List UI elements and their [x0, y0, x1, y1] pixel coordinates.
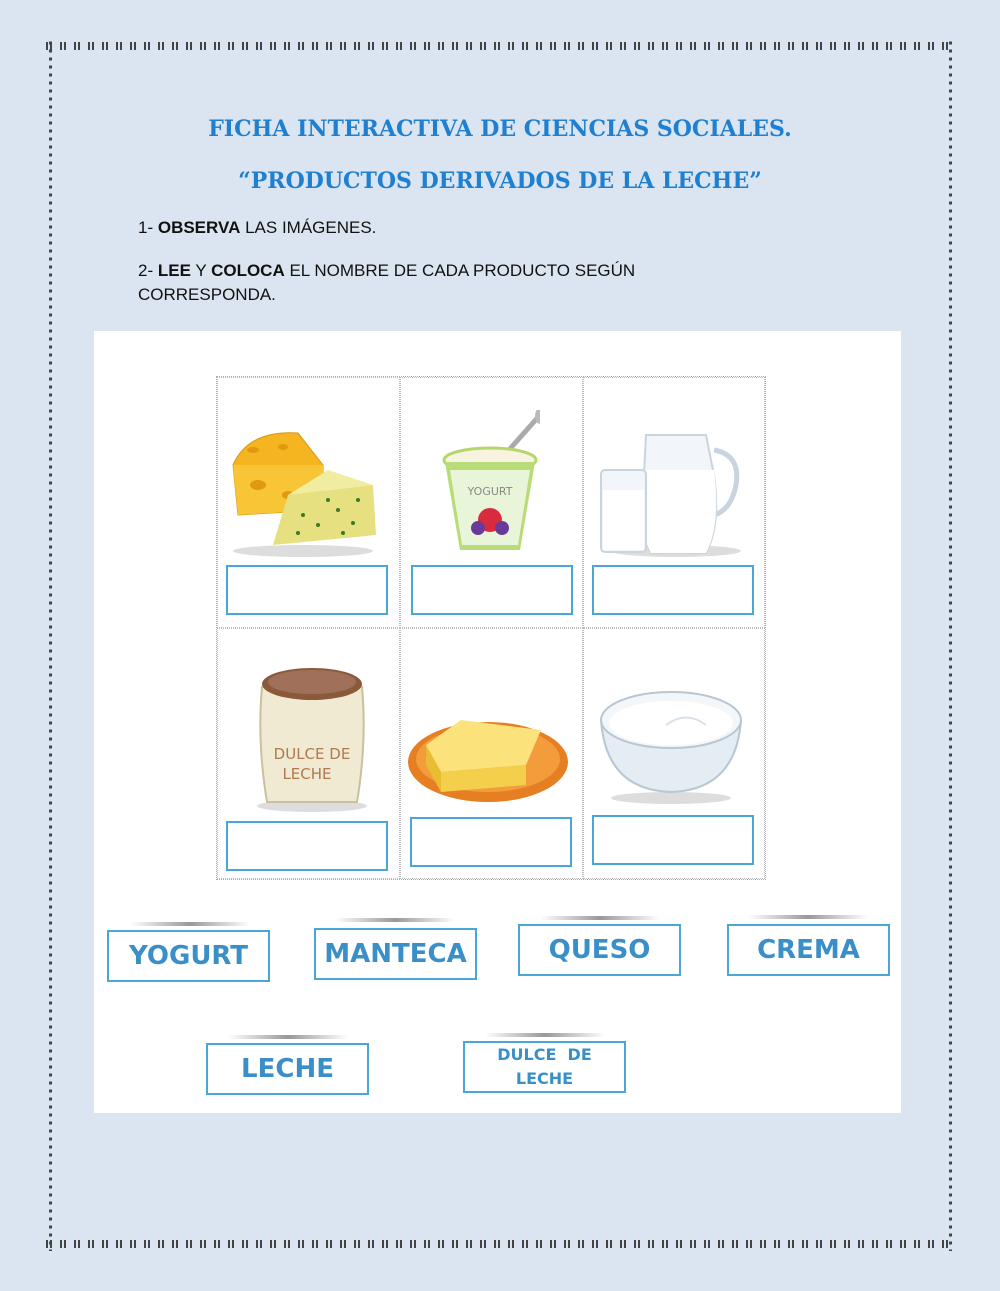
- dulce-image-label-1: DULCE DE: [273, 745, 351, 763]
- drop-zone-milk[interactable]: [592, 565, 754, 615]
- instruction-2: [138, 259, 778, 307]
- drop-zone-dulce[interactable]: [226, 821, 388, 871]
- instruction-2-line2: CORRESPONDA.: [138, 285, 276, 304]
- tag-dulce-line2: LECHE: [515, 1069, 574, 1088]
- drop-zone-cheese[interactable]: [226, 565, 388, 615]
- tag-shadow: [748, 915, 868, 919]
- butter-image: [406, 710, 571, 806]
- instruction-1-prefix: 1-: [138, 218, 158, 237]
- instruction-2-rest: EL NOMBRE DE CADA PRODUCTO SEGÚN: [284, 261, 636, 280]
- dulce-image-label-2: LECHE: [282, 765, 332, 783]
- tag-manteca[interactable]: MANTECA: [314, 928, 477, 980]
- yogurt-image: [440, 410, 540, 558]
- page-subtitle: “PRODUCTOS DERIVADOS DE LA LECHE”: [238, 168, 762, 194]
- top-border: [46, 42, 954, 50]
- milk-image: [596, 425, 746, 557]
- drop-zone-butter[interactable]: [410, 817, 572, 867]
- tag-shadow: [540, 916, 660, 920]
- tag-leche[interactable]: LECHE: [206, 1043, 369, 1095]
- bottom-border: [46, 1240, 954, 1248]
- cheese-image: [228, 425, 378, 557]
- page-title: FICHA INTERACTIVA DE CIENCIAS SOCIALES.: [208, 116, 792, 142]
- instruction-2-mid: Y: [190, 261, 212, 280]
- tag-queso[interactable]: QUESO: [518, 924, 681, 976]
- instruction-2-prefix: 2-: [138, 261, 158, 280]
- tag-yogurt[interactable]: YOGURT: [107, 930, 270, 982]
- tag-shadow: [130, 922, 250, 926]
- instruction-2-bold-lee: LEE: [157, 261, 191, 280]
- drop-zone-cream[interactable]: [592, 815, 754, 865]
- tag-shadow: [228, 1035, 348, 1039]
- dulce-de-leche-image: [252, 662, 372, 812]
- instruction-1-rest: LAS IMÁGENES.: [240, 218, 377, 237]
- cream-image: [596, 680, 746, 805]
- tag-crema[interactable]: CREMA: [727, 924, 890, 976]
- tag-shadow: [335, 918, 455, 922]
- drop-zone-yogurt[interactable]: [411, 565, 573, 615]
- right-border: [944, 40, 956, 1251]
- tag-dulce-de-leche[interactable]: [463, 1041, 626, 1093]
- left-border: [44, 40, 56, 1251]
- tag-dulce-line1: DULCE DE: [497, 1045, 592, 1064]
- instruction-2-bold-coloca: COLOCA: [211, 261, 285, 280]
- tag-shadow: [485, 1033, 605, 1037]
- instruction-1-bold: OBSERVA: [157, 218, 241, 237]
- yogurt-image-label: YOGURT: [467, 485, 513, 498]
- instruction-1: [138, 216, 376, 240]
